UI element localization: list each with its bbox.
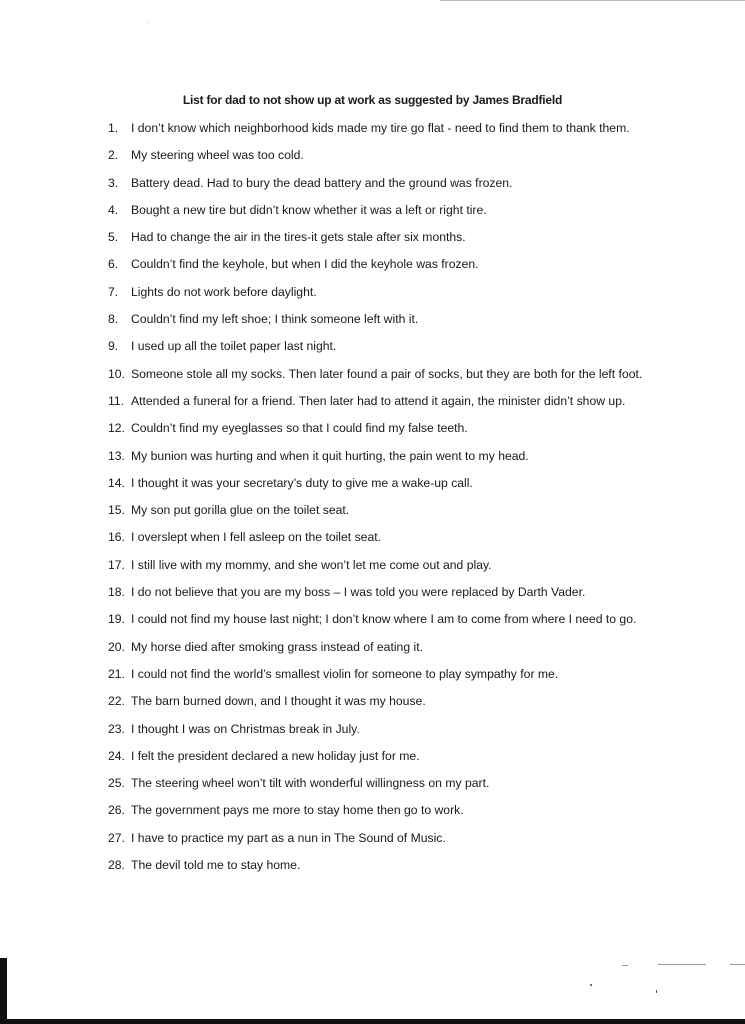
list-item-text: I still live with my mommy, and she won’t let me come out and play. xyxy=(131,557,492,572)
list-item xyxy=(0,555,745,582)
list-item-text: I used up all the toilet paper last night. xyxy=(131,339,337,354)
list-item-number: 8. xyxy=(108,312,119,327)
list-item xyxy=(0,800,745,827)
scan-speck xyxy=(656,990,657,993)
list-item xyxy=(0,173,745,200)
list-item xyxy=(0,145,745,172)
list-item xyxy=(0,855,745,882)
scan-dash xyxy=(730,964,745,965)
scan-speck xyxy=(148,22,149,23)
list-item xyxy=(0,719,745,746)
list-item xyxy=(0,582,745,609)
list-item-number: 9. xyxy=(108,339,119,354)
list-item-text: My steering wheel was too cold. xyxy=(131,148,304,163)
list-item xyxy=(0,664,745,691)
list-item-text: I do not believe that you are my boss – I was told you were replaced by Darth Vader. xyxy=(131,585,586,600)
list-item-text: Attended a funeral for a friend. Then later had to attend it again, the minister didn’t show up. xyxy=(131,393,626,408)
list-item-text: Bought a new tire but didn’t know whether it was a left or right tire. xyxy=(131,202,487,217)
list-item-number: 6. xyxy=(108,257,119,272)
list-item xyxy=(0,746,745,773)
list-item xyxy=(0,391,745,418)
list-item-number: 25. xyxy=(108,776,125,791)
list-item xyxy=(0,118,745,145)
list-item-number: 22. xyxy=(108,694,125,709)
list-item-text: Couldn’t find my left shoe; I think someone left with it. xyxy=(131,312,419,327)
list-item-text: My bunion was hurting and when it quit hurting, the pain went to my head. xyxy=(131,448,529,463)
list-item-number: 28. xyxy=(108,858,125,873)
list-item-number: 14. xyxy=(108,475,125,490)
excuse-list xyxy=(0,118,745,882)
list-item-text: I felt the president declared a new holiday just for me. xyxy=(131,748,420,763)
list-item-text: I thought I was on Christmas break in July. xyxy=(131,721,360,736)
list-item xyxy=(0,691,745,718)
scan-border-left xyxy=(0,958,7,1024)
list-item xyxy=(0,446,745,473)
list-item xyxy=(0,637,745,664)
list-item-text: My horse died after smoking grass instead of eating it. xyxy=(131,639,423,654)
list-item xyxy=(0,200,745,227)
scan-artifact-top-line xyxy=(440,0,745,1)
list-item-number: 13. xyxy=(108,448,125,463)
list-item xyxy=(0,773,745,800)
list-item xyxy=(0,500,745,527)
list-item-number: 2. xyxy=(108,148,119,163)
list-item-text: Had to change the air in the tires-it gets stale after six months. xyxy=(131,230,466,245)
list-item-number: 7. xyxy=(108,284,119,299)
list-item-text: I could not find the world’s smallest violin for someone to play sympathy for me. xyxy=(131,666,559,681)
list-item-text: The steering wheel won’t tilt with wonderful willingness on my part. xyxy=(131,776,490,791)
list-item xyxy=(0,282,745,309)
list-item-number: 21. xyxy=(108,666,125,681)
scan-dash xyxy=(658,964,706,965)
scan-speck xyxy=(590,984,592,986)
list-item-text: Couldn’t find my eyeglasses so that I could find my false teeth. xyxy=(131,421,468,436)
list-item-number: 11. xyxy=(108,393,125,408)
list-item xyxy=(0,609,745,636)
list-item-number: 23. xyxy=(108,721,125,736)
scan-dash xyxy=(622,965,628,966)
list-item-number: 10. xyxy=(108,366,125,381)
list-item-text: The government pays me more to stay home then go to work. xyxy=(131,803,464,818)
list-item-number: 1. xyxy=(108,121,119,135)
list-item-number: 27. xyxy=(108,830,125,845)
list-item-number: 3. xyxy=(108,175,119,190)
list-item xyxy=(0,309,745,336)
list-item-number: 19. xyxy=(108,612,125,627)
list-item-number: 5. xyxy=(108,230,119,245)
list-item-text: My son put gorilla glue on the toilet seat. xyxy=(131,503,350,518)
list-item-text: I don’t know which neighborhood kids made my tire go flat - need to find them to thank them. xyxy=(131,121,630,135)
list-item-text: Lights do not work before daylight. xyxy=(131,284,317,299)
list-item xyxy=(0,418,745,445)
list-item-number: 18. xyxy=(108,585,125,600)
list-item xyxy=(0,527,745,554)
list-item-number: 16. xyxy=(108,530,125,545)
list-item xyxy=(0,473,745,500)
list-item-number: 24. xyxy=(108,748,125,763)
list-item xyxy=(0,364,745,391)
list-item-text: The devil told me to stay home. xyxy=(131,858,301,873)
list-item-number: 26. xyxy=(108,803,125,818)
list-item-number: 20. xyxy=(108,639,125,654)
list-item-number: 15. xyxy=(108,503,125,518)
list-item-text: I overslept when I fell asleep on the toilet seat. xyxy=(131,530,381,545)
list-item xyxy=(0,828,745,855)
list-item-number: 12. xyxy=(108,421,125,436)
list-item xyxy=(0,336,745,363)
list-item-text: I have to practice my part as a nun in The Sound of Music. xyxy=(131,830,446,845)
list-item-text: Battery dead. Had to bury the dead battery and the ground was frozen. xyxy=(131,175,513,190)
list-item-text: Someone stole all my socks. Then later found a pair of socks, but they are both for the left foot. xyxy=(131,366,643,381)
list-item-text: Couldn’t find the keyhole, but when I did the keyhole was frozen. xyxy=(131,257,479,272)
scan-border-bottom xyxy=(0,1019,745,1024)
list-item-number: 17. xyxy=(108,557,125,572)
document-title: List for dad to not show up at work as suggested by James Bradfield xyxy=(182,93,563,107)
list-item-number: 4. xyxy=(108,202,119,217)
list-item xyxy=(0,227,745,254)
list-item xyxy=(0,254,745,281)
list-item-text: I could not find my house last night; I don’t know where I am to come from where I need to go. xyxy=(131,612,637,627)
list-item-text: The barn burned down, and I thought it was my house. xyxy=(131,694,426,709)
list-item-text: I thought it was your secretary’s duty to give me a wake-up call. xyxy=(131,475,473,490)
